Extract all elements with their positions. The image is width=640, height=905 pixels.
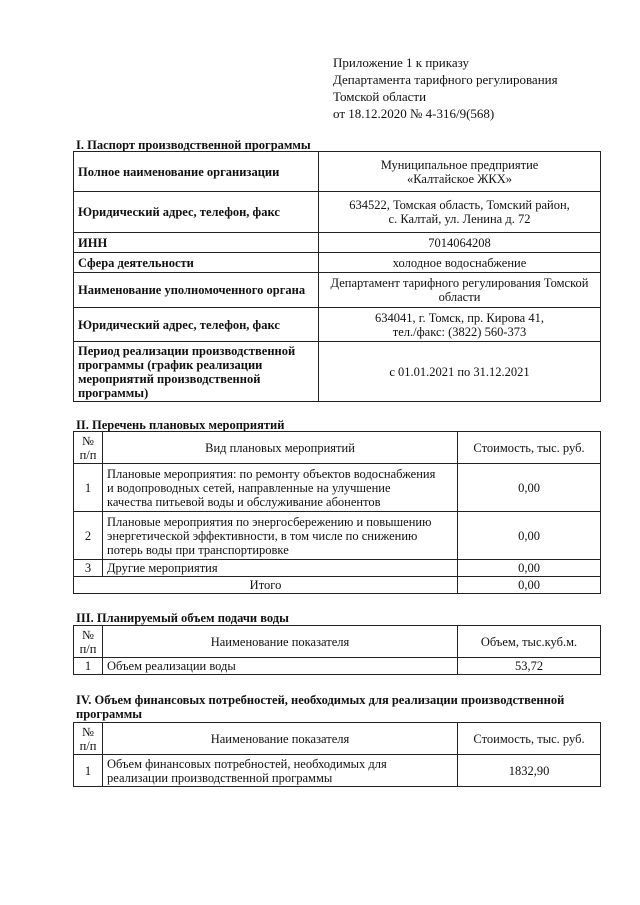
table-row — [74, 342, 601, 402]
section-2-title: II. Перечень плановых мероприятий — [76, 418, 285, 432]
value-line: 634522, Томская область, Томский район, — [349, 198, 570, 212]
financial-needs-table — [73, 722, 601, 787]
table-row — [74, 560, 601, 577]
table-row — [74, 512, 601, 560]
row-name — [103, 464, 458, 512]
title-line: IV. Объем финансовых потребностей, необходимых для реализации производственной — [76, 693, 565, 707]
table-header-row — [74, 723, 601, 755]
passport-table — [73, 151, 601, 402]
col-cost-header: Стоимость, тыс. руб. — [458, 432, 601, 464]
passport-value — [319, 152, 601, 192]
passport-value: холодное водоснабжение — [319, 253, 601, 273]
passport-label: Сфера деятельности — [74, 253, 319, 273]
header-line: п/п — [79, 738, 97, 753]
name-line: реализации производственной программы — [107, 770, 333, 785]
table-row — [74, 308, 601, 342]
passport-label: Юридический адрес, телефон, факс — [74, 308, 319, 342]
header-line-1: Приложение 1 к приказу — [333, 55, 470, 70]
row-number: 2 — [74, 512, 103, 560]
col-name-header: Наименование показателя — [103, 626, 458, 658]
row-name: Объем реализации воды — [103, 658, 458, 675]
table-header-row — [74, 626, 601, 658]
label-line: Период реализации производственной — [78, 343, 296, 358]
passport-value: с 01.01.2021 по 31.12.2021 — [319, 342, 601, 402]
row-number: 3 — [74, 560, 103, 577]
passport-label: Юридический адрес, телефон, факс — [74, 192, 319, 233]
col-name-header: Наименование показателя — [103, 723, 458, 755]
col-cost-header: Стоимость, тыс. руб. — [458, 723, 601, 755]
row-name: Другие мероприятия — [103, 560, 458, 577]
header-line-2: Департамента тарифного регулирования — [333, 72, 558, 87]
row-number: 1 — [74, 755, 103, 787]
row-number: 1 — [74, 658, 103, 675]
name-line: Плановые мероприятия: по ремонту объектов водоснабжения — [107, 466, 436, 481]
measures-table — [73, 431, 601, 594]
value-line: с. Калтай, ул. Ленина д. 72 — [388, 212, 531, 226]
passport-value: 7014064208 — [319, 233, 601, 253]
name-line: Объем финансовых потребностей, необходимых для — [107, 756, 387, 771]
header-line-3: Томской области — [333, 89, 427, 104]
row-cost: 1832,90 — [458, 755, 601, 787]
name-line: потерь воды при транспортировке — [107, 542, 289, 557]
value-line: Муниципальное предприятие — [380, 157, 539, 172]
table-row — [74, 464, 601, 512]
col-name-header: Вид плановых мероприятий — [103, 432, 458, 464]
label-line: программы (график реализации — [78, 357, 263, 372]
row-name — [103, 512, 458, 560]
table-row — [74, 253, 601, 273]
label-line: программы) — [78, 385, 149, 400]
passport-label: Полное наименование организации — [74, 152, 319, 192]
passport-label — [74, 342, 319, 402]
header-line: № — [82, 724, 94, 739]
col-value-header: Объем, тыс.куб.м. — [458, 626, 601, 658]
header-line: № — [82, 433, 94, 448]
header-line: п/п — [79, 641, 97, 656]
table-row — [74, 755, 601, 787]
name-line: и водопроводных сетей, направленные на улучшение — [107, 480, 391, 495]
row-cost: 0,00 — [458, 560, 601, 577]
col-number-header — [74, 626, 103, 658]
name-line: энергетической эффективности, в том числе по снижению — [107, 528, 418, 543]
row-value: 53,72 — [458, 658, 601, 675]
value-line: тел./факс: (3822) 560-373 — [392, 324, 527, 339]
passport-value — [319, 308, 601, 342]
passport-label: ИНН — [74, 233, 319, 253]
title-line: программы — [76, 707, 143, 721]
name-line: качества питьевой воды и обслуживание абонентов — [107, 494, 381, 509]
passport-label: Наименование уполномоченного органа — [74, 273, 319, 308]
table-row — [74, 152, 601, 192]
document-header — [333, 54, 623, 122]
name-line: Плановые мероприятия по энергосбережению и повышению — [107, 514, 432, 529]
table-header-row — [74, 432, 601, 464]
table-row — [74, 233, 601, 253]
value-line: 634041, г. Томск, пр. Кирова 41, — [375, 310, 544, 325]
row-name — [103, 755, 458, 787]
section-1-title: I. Паспорт производственной программы — [76, 138, 311, 152]
total-value: 0,00 — [458, 577, 601, 594]
section-3-title: III. Планируемый объем подачи воды — [76, 611, 289, 625]
table-row — [74, 658, 601, 675]
total-label: Итого — [74, 577, 458, 594]
col-number-header — [74, 723, 103, 755]
water-volume-table — [73, 625, 601, 675]
header-line-4: от 18.12.2020 № 4-316/9(568) — [333, 106, 495, 121]
value-line: области — [438, 290, 481, 304]
passport-value — [319, 192, 601, 233]
section-4-title — [76, 693, 601, 721]
table-row — [74, 192, 601, 233]
row-cost: 0,00 — [458, 512, 601, 560]
row-cost: 0,00 — [458, 464, 601, 512]
row-number: 1 — [74, 464, 103, 512]
col-number-header — [74, 432, 103, 464]
label-line: мероприятий производственной — [78, 371, 261, 386]
header-line: п/п — [79, 447, 97, 462]
header-line: № — [82, 627, 94, 642]
value-line: «Калтайское ЖКХ» — [406, 171, 513, 186]
total-row — [74, 577, 601, 594]
value-line: Департамент тарифного регулирования Томской — [330, 276, 589, 290]
table-row — [74, 273, 601, 308]
passport-value — [319, 273, 601, 308]
